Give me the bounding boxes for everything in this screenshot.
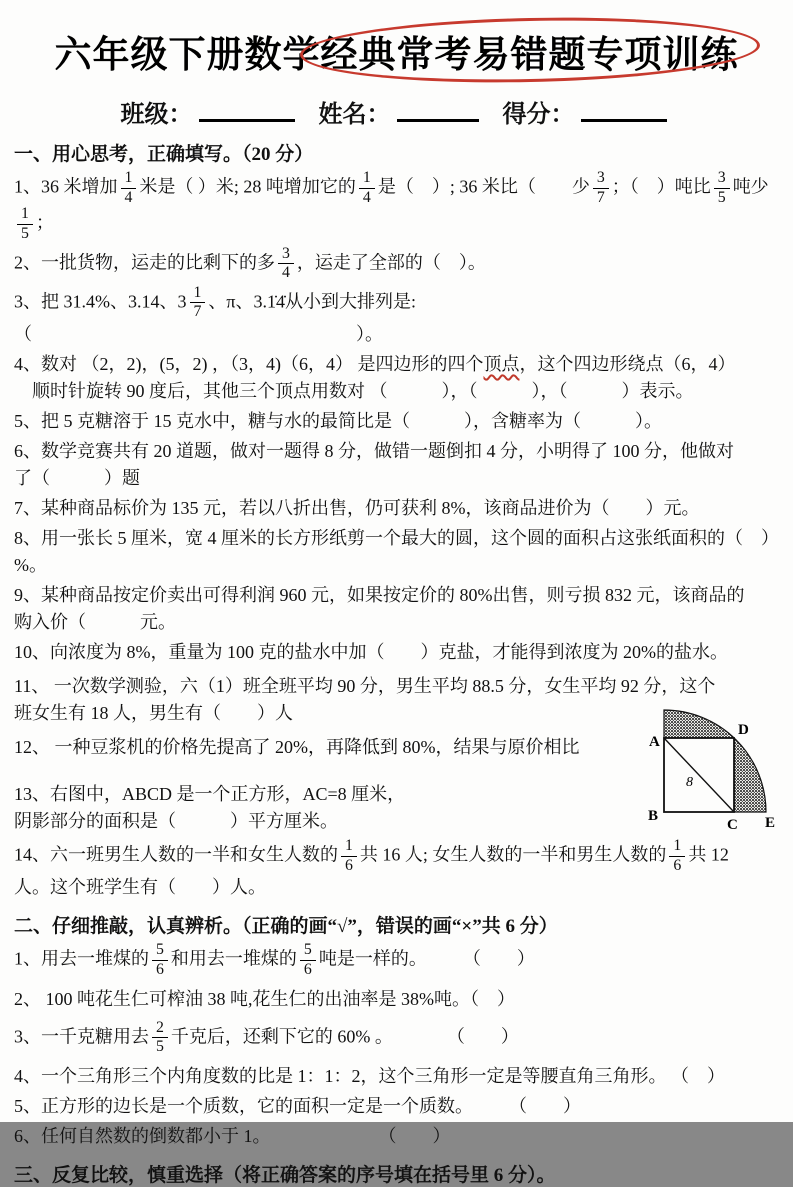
fraction: $\frac{1}{4}$ <box>359 170 375 206</box>
fraction: $\frac{3}{5}$ <box>714 170 730 206</box>
question-12: 12、 一种豆浆机的价格先提高了 20%，再降低到 80%，结果与原价相比 <box>14 737 580 757</box>
student-info-line <box>14 94 779 129</box>
class-label: 班级： <box>120 102 193 128</box>
score-blank <box>581 98 667 122</box>
question-13: 13、右图中，ABCD 是一个正方形，AC=8 厘米， 阴影部分的面积是（ ）平方厘米。 <box>14 784 406 831</box>
figure-region <box>14 722 779 835</box>
diagonal-length-label: 8 <box>686 775 693 790</box>
label-e: E <box>765 815 776 831</box>
question-7: 7、某种商品标价为 135 元，若以八折出售，仍可获利 8%，该商品进价为（ ）元。 <box>14 498 700 518</box>
question-11: 11、 一次数学测验，六（1）班全班平均 90 分，男生平均 88.5 分，女生平均 92 分，这个 班女生有 18 人，男生有（ ）人 <box>14 676 716 723</box>
section-2-heading: 二、仔细推敲，认真辨析。（正确的画“√”，错误的画“×”共 6 分） <box>14 916 558 938</box>
question-6: 6、数学竞赛共有 20 道题，做对一题得 8 分，做错一题倒扣 4 分，小明得了 100 分，他做对 了（ ）题 <box>14 441 734 488</box>
score-label: 得分： <box>502 102 575 128</box>
question-2: 2、一批货物，运走的比剩下的多 $\frac{3}{4}$ ，运走了全部的（ ）。 <box>14 244 486 282</box>
fraction: $\frac{2}{5}$ <box>152 1020 168 1056</box>
fraction: $\frac{1}{6}$ <box>341 838 357 874</box>
class-blank <box>199 98 295 122</box>
question-5: 5、把 5 克糖溶于 15 克水中，糖与水的最简比是（ ），含糖率为（ ）。 <box>14 411 662 431</box>
name-blank <box>397 98 479 122</box>
square-quarter-circle-figure <box>644 688 777 838</box>
fraction: $\frac{3}{7}$ <box>593 170 609 206</box>
label-b: B <box>648 808 659 824</box>
name-label: 姓名： <box>318 102 391 128</box>
question-9: 9、某种商品按定价卖出可得利润 960 元，如果按定价的 80%出售，则亏损 832 元，该商品的 购入价（ 元。 <box>14 585 745 632</box>
question-8: 8、用一张长 5 厘米，宽 4 厘米的长方形纸剪一个最大的圆，这个圆的面积占这张纸面积的（ ）%。 <box>14 528 779 575</box>
question-1: 1、36 米增加 $\frac{1}{4}$ 米是（ ）米; 28 吨增加它的 $\frac{1}{4}$ 是（ ）; 36 米比（ 少 $\frac{3}{7}$ ；（ ）吨比 $\frac{3}{5}$ 吨少 $\frac{1}{5}$ ； <box>14 169 769 242</box>
judge-question-2: 2、 100 吨花生仁可榨油 38 吨,花生仁的出油率是 38%吨。（ ） <box>14 988 515 1009</box>
judge-question-4: 4、一个三角形三个内角度数的比是 1：1：2，这个三角形一定是等腰直角三角形。 （ ） <box>14 1065 725 1086</box>
fraction: $\frac{1}{6}$ <box>669 838 685 874</box>
label-d: D <box>738 722 749 738</box>
question-10: 10、向浓度为 8%，重量为 100 克的盐水中加（ ）克盐，才能得到浓度为 20%的盐水。 <box>14 642 728 662</box>
fraction: $\frac{5}{6}$ <box>300 942 316 978</box>
label-a: A <box>649 734 660 750</box>
page-title: 六年级下册数学经典常考易错题专项训练 <box>54 35 739 76</box>
question-4: 4、数对 （2，2)，(5，2) ，（3，4)（6，4） 是四边形的四个顶点，这个四边形绕点（6，4） 顺时针旋转 90 度后，其他三个顶点用数对 （ ），（ ），（ ）表示。 <box>14 354 736 401</box>
fraction: $\frac{5}{6}$ <box>152 942 168 978</box>
judge-question-6: 6、任何自然数的倒数都小于 1。 （ ） <box>14 1125 451 1146</box>
section-1-heading: 一、用心思考，正确填写。（20 分） <box>14 144 314 165</box>
fraction: $\frac{3}{4}$ <box>278 246 294 282</box>
question-3: 3、把 31.4%、3.14、3 $\frac{1}{7}$ 、π、3.1̇4̇从小到大排列是:（ ）。 <box>14 283 417 344</box>
fraction: $\frac{1}{4}$ <box>121 170 137 206</box>
judge-question-1: 1、用去一堆煤的 $\frac{5}{6}$ 和用去一堆煤的 $\frac{5}{6}$ 吨是一样的。 （ ） <box>14 941 535 978</box>
question-14: 14、六一班男生人数的一半和女生人数的 $\frac{1}{6}$ 共 16 人; 女生人数的一半和男生人数的 $\frac{1}{6}$ 共 12 人。这个班学生有（ ）人。 <box>14 837 729 898</box>
fraction: $\frac{1}{7}$ <box>190 285 206 321</box>
fraction: $\frac{1}{5}$ <box>17 206 33 242</box>
label-c: C <box>727 817 738 833</box>
section-3-heading: 三、反复比较，慎重选择（将正确答案的序号填在括号里 6 分）。 <box>14 1164 556 1186</box>
judge-question-5: 5、正方形的边长是一个质数，它的面积一定是一个质数。 （ ） <box>14 1095 581 1116</box>
judge-question-3: 3、一千克糖用去 $\frac{2}{5}$ 千克后，还剩下它的 60% 。 （ ） <box>14 1018 519 1056</box>
